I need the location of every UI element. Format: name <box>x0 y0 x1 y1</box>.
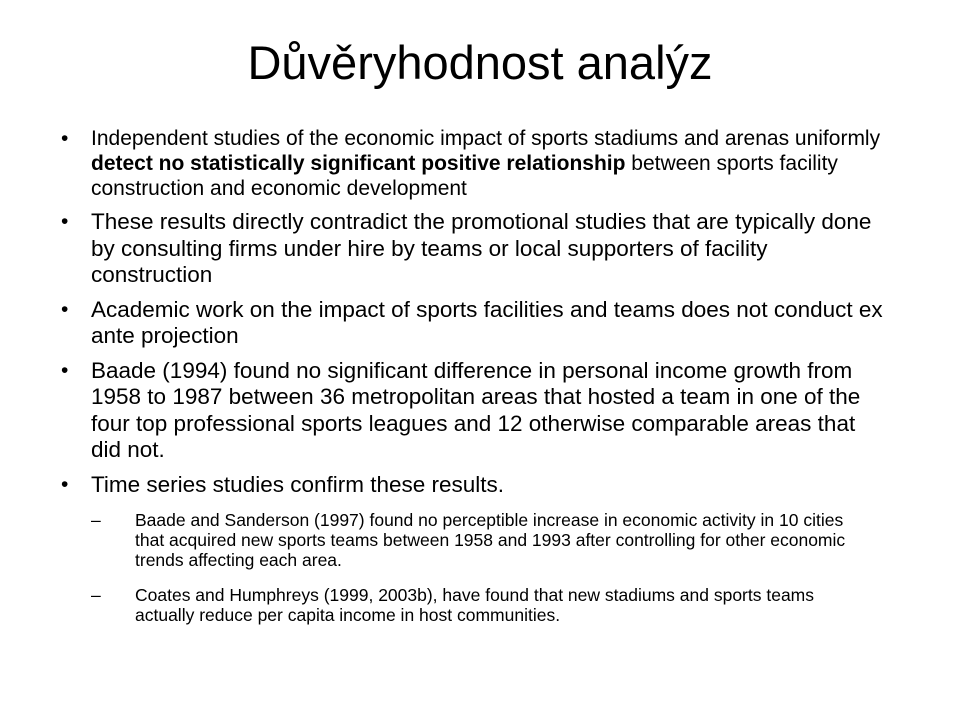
bullet-text: Time series studies confirm these results. <box>91 471 505 497</box>
bullet-text: Baade (1994) found no significant difference in personal income growth from 1958 to 1987 between 36 metropolitan areas that hosted a team in one of the four top professional sports leagues and 12 otherwise comparable areas that did not. <box>91 357 861 462</box>
bullet-text-emphasis: detect no statistically significant positive relationship <box>91 152 626 175</box>
bullet-marker: • <box>61 297 69 321</box>
subbullet-text: Baade and Sanderson (1997) found no perceptible increase in economic activity in 10 cities that acquired new sports teams between 1958 and 1993 after controlling for other economic trends affecting each area. <box>135 510 846 570</box>
subbullet-item <box>91 510 851 570</box>
bullet-text: These results directly contradict the promotional studies that are typically done by consulting firms under hire by teams or local supporters of facility construction <box>91 209 872 287</box>
subbullet-list <box>91 510 851 625</box>
slide-title: Důvěryhodnost analýz <box>247 36 713 89</box>
bullet-marker: • <box>61 210 69 233</box>
subbullet-text: Coates and Humphreys (1999, 2003b), have found that new stadiums and sports teams actually reduce per capita income in host communities. <box>135 585 815 625</box>
bullet-text-part: between sports facility construction and economic development <box>91 152 838 200</box>
bullet-item <box>61 126 891 201</box>
subbullet-marker: – <box>91 585 101 605</box>
subbullet-marker: – <box>91 510 101 530</box>
bullet-marker: • <box>61 358 69 382</box>
bullet-item <box>61 209 891 289</box>
bullet-item <box>61 472 891 626</box>
bullet-marker: • <box>61 127 69 150</box>
bullet-item <box>61 297 891 350</box>
bullet-item <box>61 358 891 464</box>
subbullet-item <box>91 585 851 625</box>
bullet-text-part: Independent studies of the economic impact of sports stadiums and arenas uniformly <box>91 127 881 150</box>
bullet-list <box>61 126 891 640</box>
bullet-marker: • <box>61 472 69 496</box>
bullet-text: Academic work on the impact of sports facilities and teams does not conduct ex ante projection <box>91 296 883 348</box>
